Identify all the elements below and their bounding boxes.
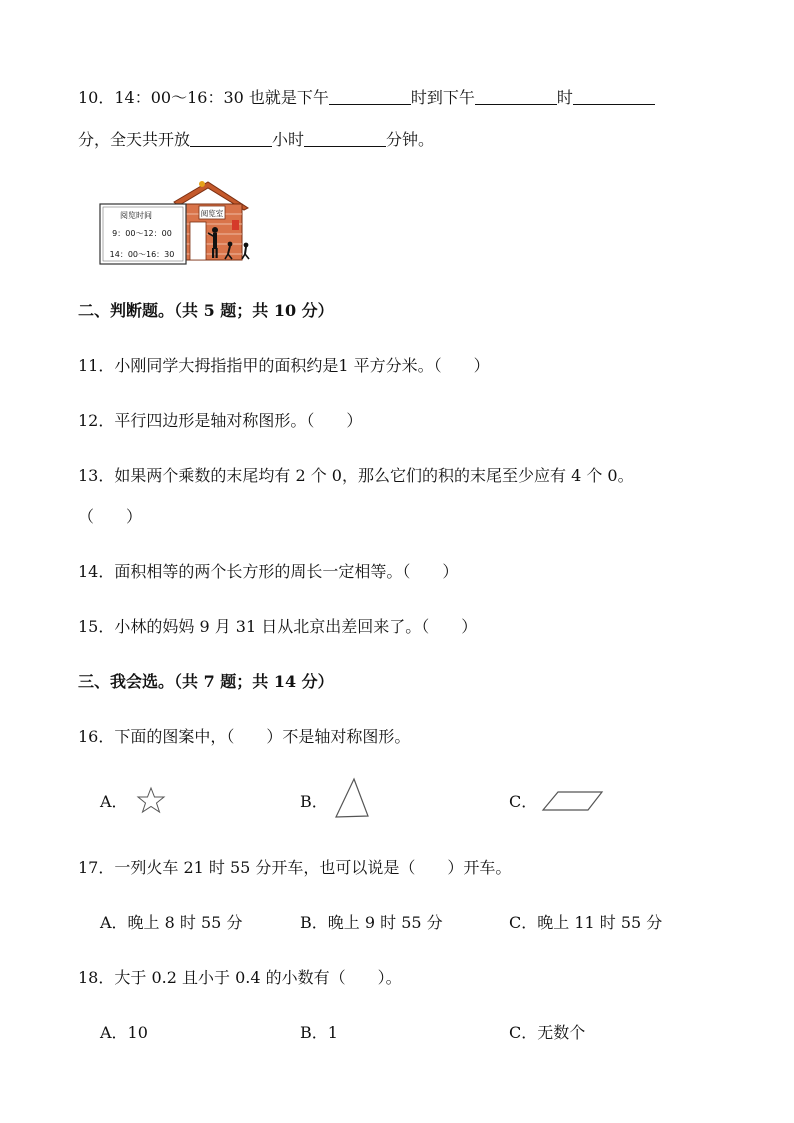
q17-option-c[interactable]: C．晚上 11 时 55 分 bbox=[509, 913, 663, 932]
q10-line1 bbox=[78, 87, 655, 109]
q10-blank-5[interactable] bbox=[304, 130, 386, 147]
q10-text-e: 小时 bbox=[272, 130, 305, 149]
q10-text-f: 分钟。 bbox=[386, 130, 435, 149]
star-icon bbox=[136, 786, 166, 814]
q10-text-a: 10．14：00～16：30 也就是下午 bbox=[78, 88, 329, 107]
q10-text-c: 时 bbox=[556, 88, 573, 107]
q18-option-c[interactable]: C．无数个 bbox=[509, 1023, 586, 1042]
q16-option-b[interactable] bbox=[300, 791, 328, 813]
q13-line1: 13．如果两个乘数的末尾均有 2 个 0，那么它们的积的末尾至少应有 4 个 0。 bbox=[78, 466, 634, 485]
q10-blank-2[interactable] bbox=[475, 88, 557, 105]
q18-stem: 18．大于 0.2 且小于 0.4 的小数有（ ）。 bbox=[78, 968, 402, 987]
q18-option-b[interactable]: B．1 bbox=[300, 1023, 338, 1042]
q17-option-b[interactable]: B．晚上 9 时 55 分 bbox=[300, 913, 443, 932]
reading-room-illustration bbox=[98, 178, 258, 268]
q10-text-d: 分，全天共开放 bbox=[78, 130, 191, 149]
q16-option-c[interactable] bbox=[509, 791, 537, 813]
q10-text-b: 时到下午 bbox=[410, 88, 475, 107]
q17-stem: 17．一列火车 21 时 55 分开车，也可以说是（ ）开车。 bbox=[78, 858, 512, 877]
q10-blank-3[interactable] bbox=[573, 88, 655, 105]
q10-blank-4[interactable] bbox=[190, 130, 272, 147]
q13-line2: （ ） bbox=[78, 507, 143, 526]
q16-option-c-label: C． bbox=[509, 792, 538, 811]
q16-stem: 16．下面的图案中，（ ）不是轴对称图形。 bbox=[78, 727, 411, 746]
notice-board bbox=[100, 204, 186, 264]
q16-option-a-label: A． bbox=[100, 792, 128, 811]
q15: 15．小林的妈妈 9 月 31 日从北京出差回来了。（ ） bbox=[78, 617, 478, 636]
notice-title: 阅览时间 bbox=[120, 211, 152, 220]
triangle-icon bbox=[333, 776, 371, 820]
parallelogram-icon bbox=[540, 788, 606, 814]
q18-option-a[interactable]: A．10 bbox=[100, 1023, 148, 1042]
notice-time-2: 14：00～16：30 bbox=[109, 250, 175, 259]
q10-line2 bbox=[78, 129, 434, 151]
q11: 11．小刚同学大拇指指甲的面积约是1 平方分米。（ ） bbox=[78, 356, 490, 375]
building-sign: 阅览室 bbox=[200, 209, 224, 218]
section-2-title: 二、判断题。（共 5 题；共 10 分） bbox=[78, 301, 334, 320]
q16-option-a[interactable] bbox=[100, 791, 128, 813]
notice-time-1: 9：00～12：00 bbox=[112, 229, 172, 238]
q10-blank-1[interactable] bbox=[329, 88, 411, 105]
q17-option-a[interactable]: A．晚上 8 时 55 分 bbox=[100, 913, 243, 932]
q14: 14．面积相等的两个长方形的周长一定相等。（ ） bbox=[78, 562, 459, 581]
q12: 12．平行四边形是轴对称图形。（ ） bbox=[78, 411, 363, 430]
q16-option-b-label: B． bbox=[300, 792, 328, 811]
section-3-title: 三、我会选。（共 7 题；共 14 分） bbox=[78, 672, 334, 691]
